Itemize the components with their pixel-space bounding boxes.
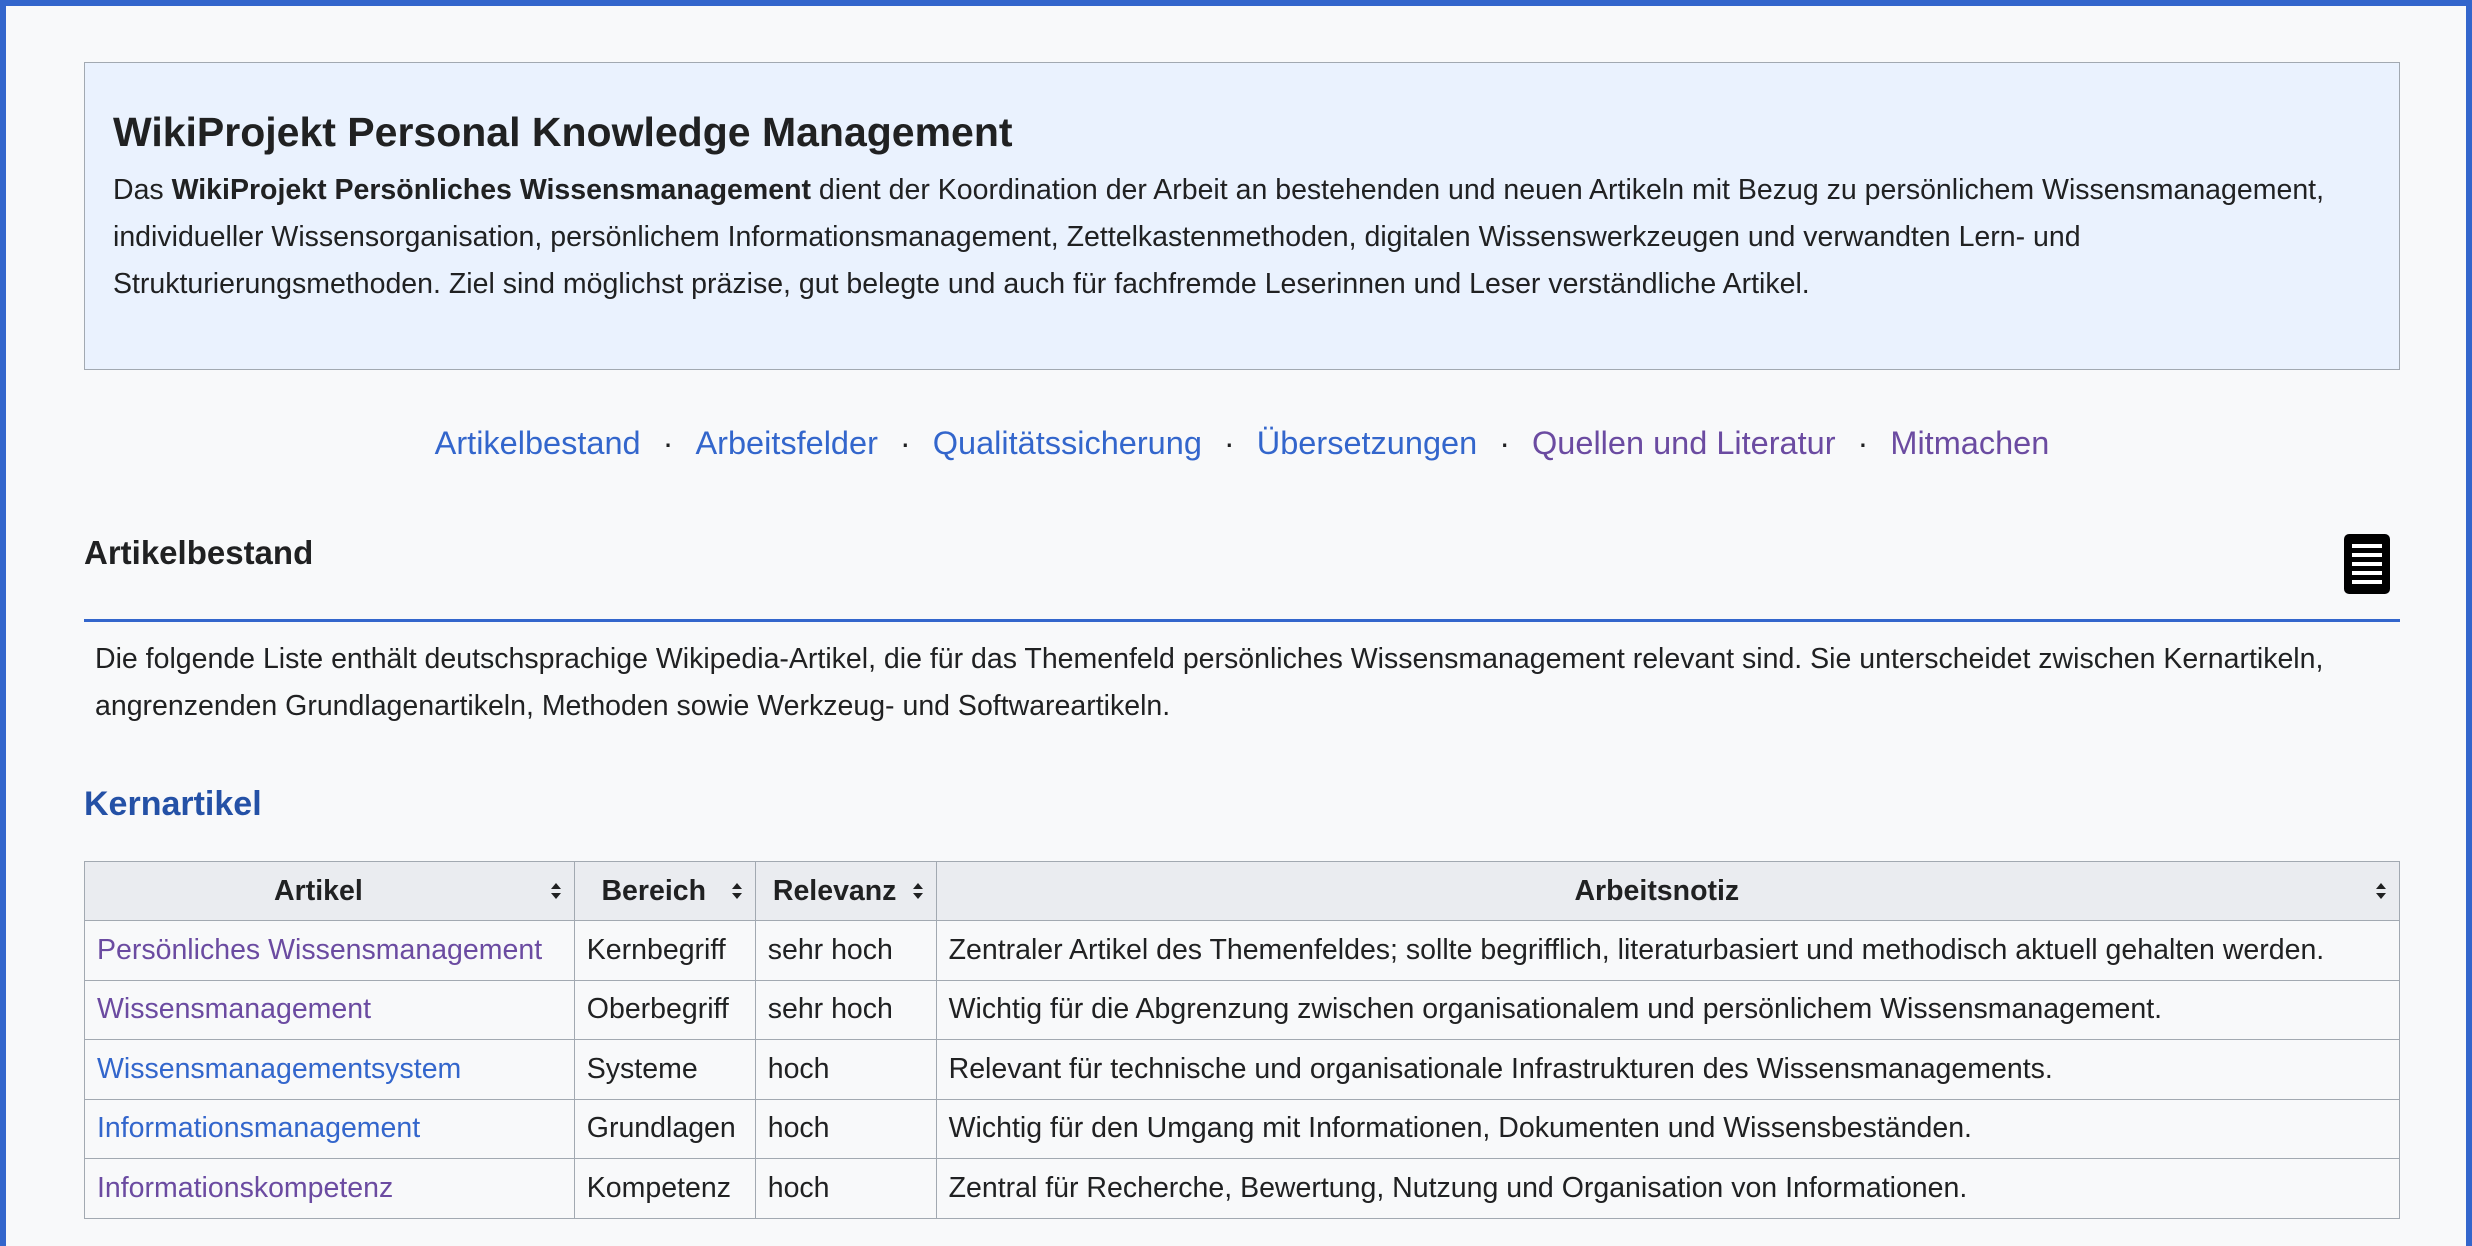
subsection-title-kernartikel: Kernartikel bbox=[84, 785, 262, 823]
sort-icon[interactable] bbox=[912, 881, 924, 901]
cell-relevanz: hoch bbox=[755, 1099, 936, 1159]
cell-artikel bbox=[85, 921, 575, 981]
column-header-artikel[interactable]: Artikel bbox=[85, 862, 575, 921]
article-link[interactable]: Informationskompetenz bbox=[97, 1171, 394, 1204]
cell-artikel bbox=[85, 1040, 575, 1100]
cell-arbeitsnotiz: Relevant für technische und organisationale Infrastrukturen des Wissensmanagements. bbox=[936, 1040, 2399, 1100]
article-link[interactable]: Wissensmanagementsystem bbox=[97, 1052, 462, 1085]
nav-separator: · bbox=[662, 425, 674, 461]
nav-link-uebersetzungen[interactable]: Übersetzungen bbox=[1256, 425, 1478, 461]
cell-bereich: Kompetenz bbox=[574, 1159, 755, 1219]
sort-icon[interactable] bbox=[2375, 881, 2387, 901]
project-description: Das WikiProjekt Persönliches Wissensmanagement dient der Koordination der Arbeit an bestehenden und neuen Artikeln mit Bezug zu persönlichem Wissensmanagement, individueller Wissensorganisation, persönlichem Informationsmanagement, Zettelkastenmethoden, digitalen Wissenswerkzeugen und verwandten Lern- und Strukturierungsmethoden. Ziel sind möglichst präzise, gut belegte und auch für fachfremde Leserinnen und Leser verständliche Artikel. bbox=[113, 174, 2325, 300]
cell-arbeitsnotiz: Wichtig für die Abgrenzung zwischen organisationalem und persönlichem Wissensmanagement. bbox=[936, 980, 2399, 1040]
section-description: Die folgende Liste enthält deutschsprachige Wikipedia-Artikel, die für das Themenfeld persönliches Wissensmanagement relevant sind. Sie unterscheidet zwischen Kernartikeln, angrenzenden Grundlagenartikeln, Methoden sowie Werkzeug- und Softwareartikeln. bbox=[95, 643, 2324, 722]
nav-link-quellen-und-literatur[interactable]: Quellen und Literatur bbox=[1532, 425, 1836, 461]
table-row bbox=[85, 921, 2400, 981]
project-name-bold: WikiProjekt Persönliches Wissensmanagement bbox=[171, 174, 811, 206]
cell-bereich: Oberbegriff bbox=[574, 980, 755, 1040]
nav-link-qualitaetssicherung[interactable]: Qualitätssicherung bbox=[932, 425, 1202, 461]
nav-link-arbeitsfelder[interactable]: Arbeitsfelder bbox=[695, 425, 878, 461]
cell-relevanz: sehr hoch bbox=[755, 980, 936, 1040]
table-row bbox=[85, 1040, 2400, 1100]
section-divider bbox=[84, 619, 2400, 622]
section-title-artikelbestand: Artikelbestand bbox=[84, 534, 314, 571]
project-intro-box bbox=[84, 62, 2400, 370]
cell-relevanz: hoch bbox=[755, 1159, 936, 1219]
article-link[interactable]: Wissensmanagement bbox=[97, 993, 372, 1026]
article-icon bbox=[2344, 534, 2390, 594]
table-row bbox=[85, 980, 2400, 1040]
nav-separator: · bbox=[1223, 425, 1235, 461]
cell-bereich: Kernbegriff bbox=[574, 921, 755, 981]
cell-bereich: Grundlagen bbox=[574, 1099, 755, 1159]
cell-artikel bbox=[85, 1159, 575, 1219]
nav-separator: · bbox=[899, 425, 911, 461]
project-navigation bbox=[6, 418, 2472, 468]
project-title: WikiProjekt Personal Knowledge Management bbox=[113, 109, 1013, 155]
nav-separator: · bbox=[1857, 425, 1869, 461]
kernartikel-table bbox=[84, 861, 2400, 1219]
sort-icon[interactable] bbox=[731, 881, 743, 901]
column-header-bereich[interactable]: Bereich bbox=[574, 862, 755, 921]
column-header-relevanz[interactable]: Relevanz bbox=[755, 862, 936, 921]
cell-arbeitsnotiz: Zentraler Artikel des Themenfeldes; sollte begrifflich, literaturbasiert und methodisch aktuell gehalten werden. bbox=[936, 921, 2399, 981]
table-row bbox=[85, 1159, 2400, 1219]
cell-relevanz: hoch bbox=[755, 1040, 936, 1100]
table-row bbox=[85, 1099, 2400, 1159]
cell-arbeitsnotiz: Zentral für Recherche, Bewertung, Nutzung und Organisation von Informationen. bbox=[936, 1159, 2399, 1219]
article-link[interactable]: Persönliches Wissensmanagement bbox=[97, 933, 543, 966]
cell-bereich: Systeme bbox=[574, 1040, 755, 1100]
sort-icon[interactable] bbox=[550, 881, 562, 901]
nav-link-mitmachen[interactable]: Mitmachen bbox=[1890, 425, 2050, 461]
nav-link-artikelbestand[interactable]: Artikelbestand bbox=[434, 425, 641, 461]
cell-artikel bbox=[85, 980, 575, 1040]
nav-separator: · bbox=[1499, 425, 1511, 461]
table-header-row bbox=[85, 862, 2400, 921]
cell-artikel bbox=[85, 1099, 575, 1159]
cell-relevanz: sehr hoch bbox=[755, 921, 936, 981]
article-link[interactable]: Informationsmanagement bbox=[97, 1112, 421, 1145]
column-header-arbeitsnotiz[interactable]: Arbeitsnotiz bbox=[936, 862, 2399, 921]
cell-arbeitsnotiz: Wichtig für den Umgang mit Informationen, Dokumenten und Wissensbeständen. bbox=[936, 1099, 2399, 1159]
